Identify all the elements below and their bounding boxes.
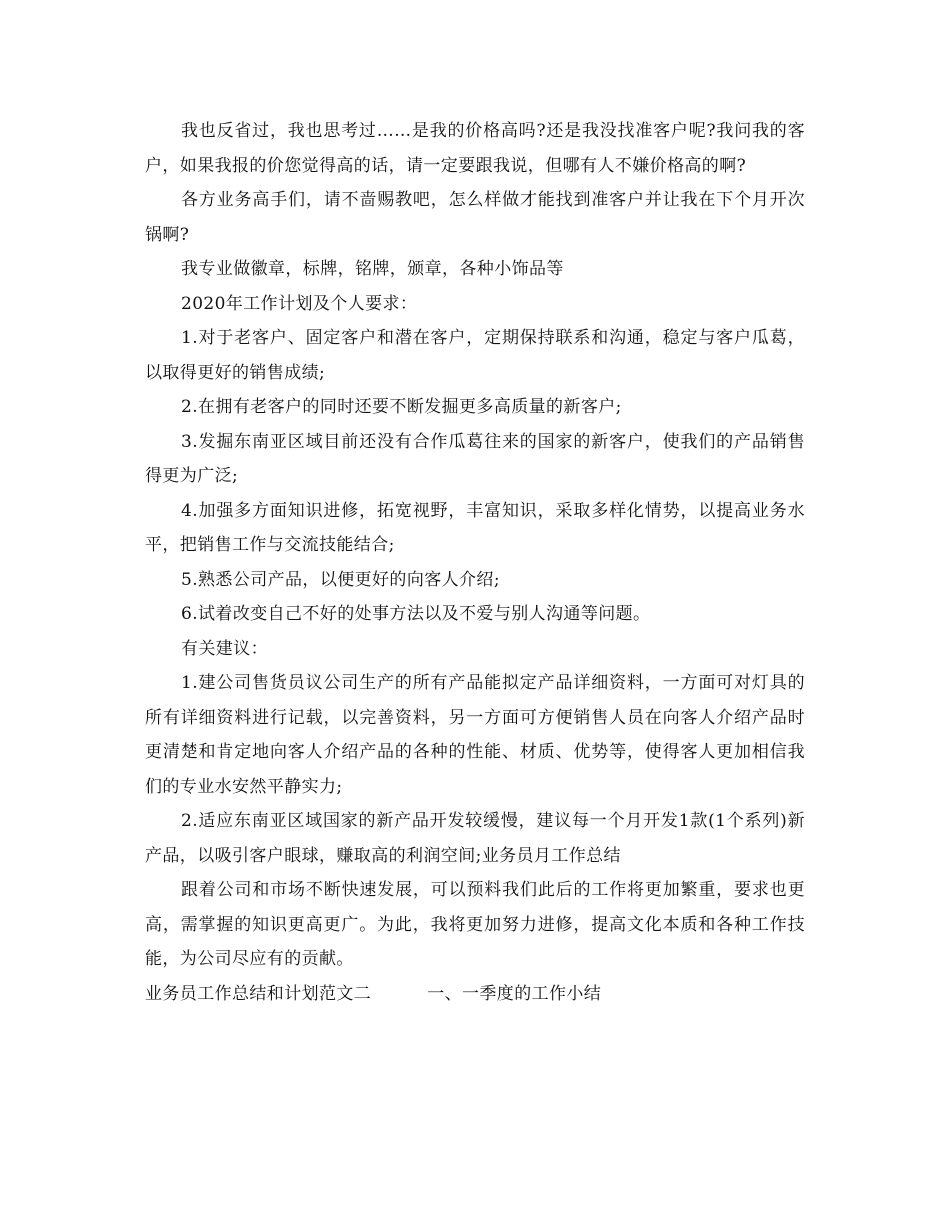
paragraph-3: 我专业做徽章，标牌，铭牌，颁章，各种小饰品等	[181, 259, 564, 279]
section-title-left: 业务员工作总结和计划范文二	[145, 983, 372, 1004]
section-title-line	[145, 977, 805, 1012]
paragraph-2: 各方业务高手们，请不啬赐教吧，怎么样做才能找到准客户并让我在下个月开次锅啊?	[145, 190, 805, 245]
plan-item-6: 6.试着改变自己不好的处事方法以及不爱与别人沟通等问题。	[181, 604, 651, 624]
document-body	[145, 114, 805, 1011]
suggestion-item-1: 1.建公司售货员议公司生产的所有产品能拟定产品详细资料，一方面可对灯具的所有详细资料进行记载，以完善资料，另一方面可方便销售人员在向客人介绍产品时更清楚和肯定地向客人介绍产品的各种的性能、材质、优势等，使得客人更加相信我们的专业水安然平静实力;	[145, 673, 805, 797]
paragraph-1: 我也反省过，我也思考过……是我的价格高吗?还是我没找准客户呢?我问我的客户，如果我报的价您觉得高的话，请一定要跟我说，但哪有人不嫌价格高的啊?	[145, 121, 805, 176]
plan-item-5: 5.熟悉公司产品，以便更好的向客人介绍;	[181, 569, 500, 590]
plan-item-4: 4.加强多方面知识进修，拓宽视野，丰富知识，采取多样化情势，以提高业务水平，把销售工作与交流技能结合;	[145, 500, 805, 555]
paragraph-closing: 跟着公司和市场不断快速发展，可以预料我们此后的工作将更加繁重，要求也更高，需掌握的知识更高更广。为此，我将更加努力进修，提高文化本质和各种工作技能，为公司尽应有的贡献。	[145, 880, 805, 969]
paragraph-plan-heading: 2020年工作计划及个人要求：	[181, 293, 418, 314]
plan-item-2: 2.在拥有老客户的同时还要不断发掘更多高质量的新客户;	[181, 397, 622, 417]
plan-item-1: 1.对于老客户、固定客户和潜在客户，定期保持联系和沟通，稳定与客户瓜葛，以取得更好的销售成绩;	[145, 328, 805, 383]
section-title-right: 一、一季度的工作小结	[427, 983, 602, 1004]
suggestions-heading: 有关建议：	[181, 638, 268, 659]
plan-item-3: 3.发掘东南亚区域目前还没有合作瓜葛往来的国家的新客户，使我们的产品销售得更为广泛;	[145, 431, 805, 486]
suggestion-item-2: 2.适应东南亚区域国家的新产品开发较缓慢，建议每一个月开发1款(1个系列)新产品，以吸引客户眼球，赚取高的利润空间;业务员月工作总结	[145, 811, 805, 866]
